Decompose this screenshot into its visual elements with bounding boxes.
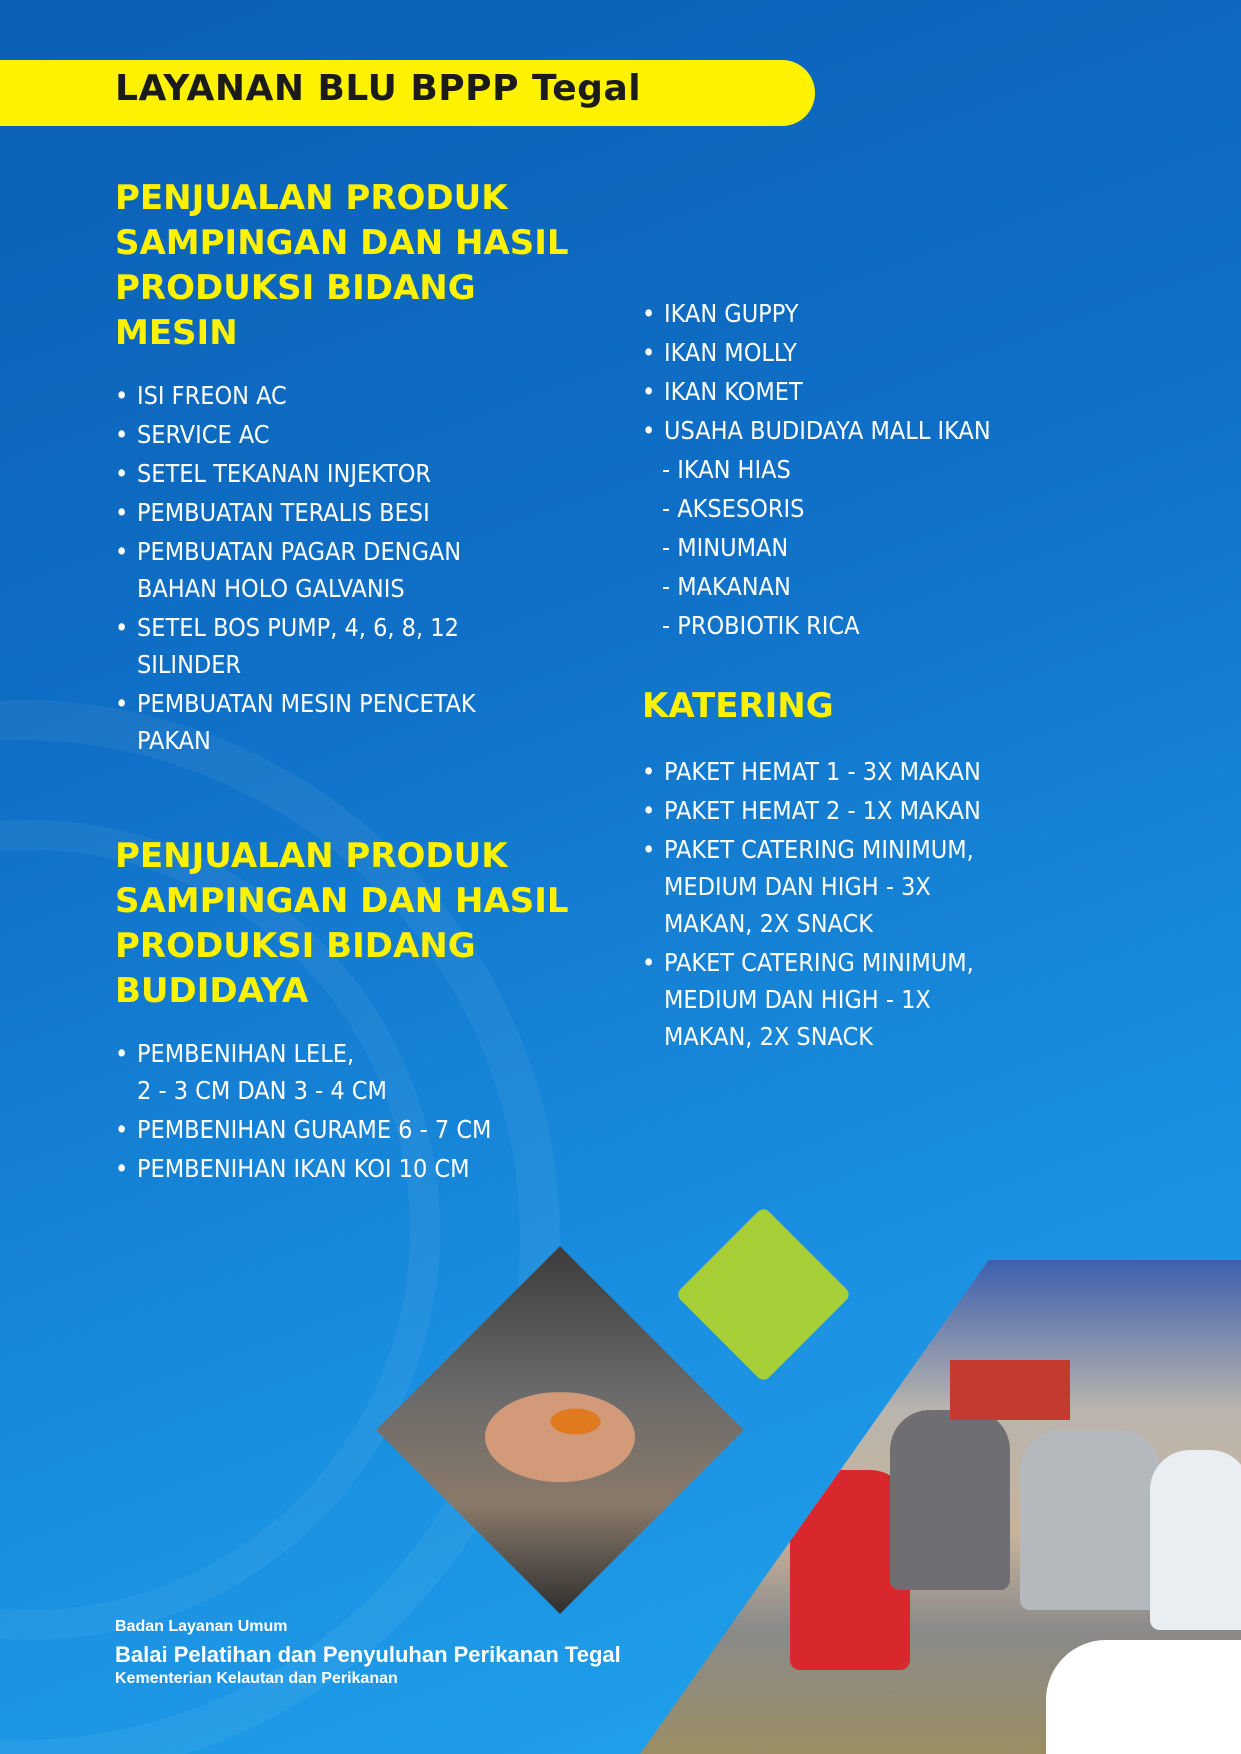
list-item: - AKSESORIS [662,494,805,523]
footer-line-1: Badan Layanan Umum [115,1618,288,1635]
list-item: • PEMBUATAN PAGAR DENGAN BAHAN HOLO GALVANIS [115,533,595,607]
section-heading-budidaya: PENJUALAN PRODUK SAMPINGAN DAN HASIL PRODUKSI BIDANG BUDIDAYA [115,836,569,1011]
list-item: • PAKET CATERING MINIMUM, MEDIUM DAN HIGH - 1X MAKAN, 2X SNACK [642,944,1162,1055]
list-item: • PEMBENIHAN IKAN KOI 10 CM [115,1150,595,1187]
list-item: - PROBIOTIK RICA [662,611,860,640]
list-item: • IKAN MOLLY [642,334,1162,371]
title-banner [0,60,815,126]
list-item: • PEMBUATAN MESIN PENCETAK PAKAN [115,685,595,759]
footer-line-3: Kementerian Kelautan dan Perikanan [115,1670,398,1687]
hand-shape [485,1392,635,1482]
list-item: • ISI FREON AC [115,377,595,414]
white-corner-decoration [1046,1640,1241,1754]
list-ikan [642,295,1162,646]
list-item: • SETEL TEKANAN INJEKTOR [115,455,595,492]
list-item: - IKAN HIAS [662,455,791,484]
list-item: • IKAN KOMET [642,373,1162,410]
list-item: • SETEL BOS PUMP, 4, 6, 8, 12 SILINDER [115,609,595,683]
page-title: LAYANAN BLU BPPP Tegal [115,68,642,109]
list-item: • USAHA BUDIDAYA MALL IKAN [642,412,1162,449]
list-item: • PEMBENIHAN LELE, 2 - 3 CM DAN 3 - 4 CM [115,1035,595,1109]
list-item: - MAKANAN [662,572,791,601]
list-item: • PAKET CATERING MINIMUM, MEDIUM DAN HIGH - 3X MAKAN, 2X SNACK [642,831,1162,942]
footer [115,1618,621,1688]
person-white-shirt [1150,1450,1241,1630]
list-item: • IKAN GUPPY [642,295,1162,332]
section-heading-katering: KATERING [642,686,834,726]
fish-shape [551,1409,601,1435]
list-katering [642,753,1162,1057]
list-item: • PEMBUATAN TERALIS BESI [115,494,595,531]
list-item: • PAKET HEMAT 1 - 3X MAKAN [642,753,1162,790]
list-item: • PAKET HEMAT 2 - 1X MAKAN [642,792,1162,829]
person-grey-shirt-2 [1020,1430,1160,1610]
person-grey-shirt [890,1410,1010,1590]
list-budidaya [115,1035,595,1189]
footer-line-2: Balai Pelatihan dan Penyuluhan Perikanan Tegal [115,1642,621,1667]
list-item: • SERVICE AC [115,416,595,453]
green-diamond-decoration [675,1206,852,1383]
list-item: • PEMBENIHAN GURAME 6 - 7 CM [115,1111,595,1148]
section-heading-mesin: PENJUALAN PRODUK SAMPINGAN DAN HASIL PRODUKSI BIDANG MESIN [115,178,569,353]
list-mesin [115,377,595,761]
red-crate [950,1360,1070,1420]
list-item: - MINUMAN [662,533,789,562]
